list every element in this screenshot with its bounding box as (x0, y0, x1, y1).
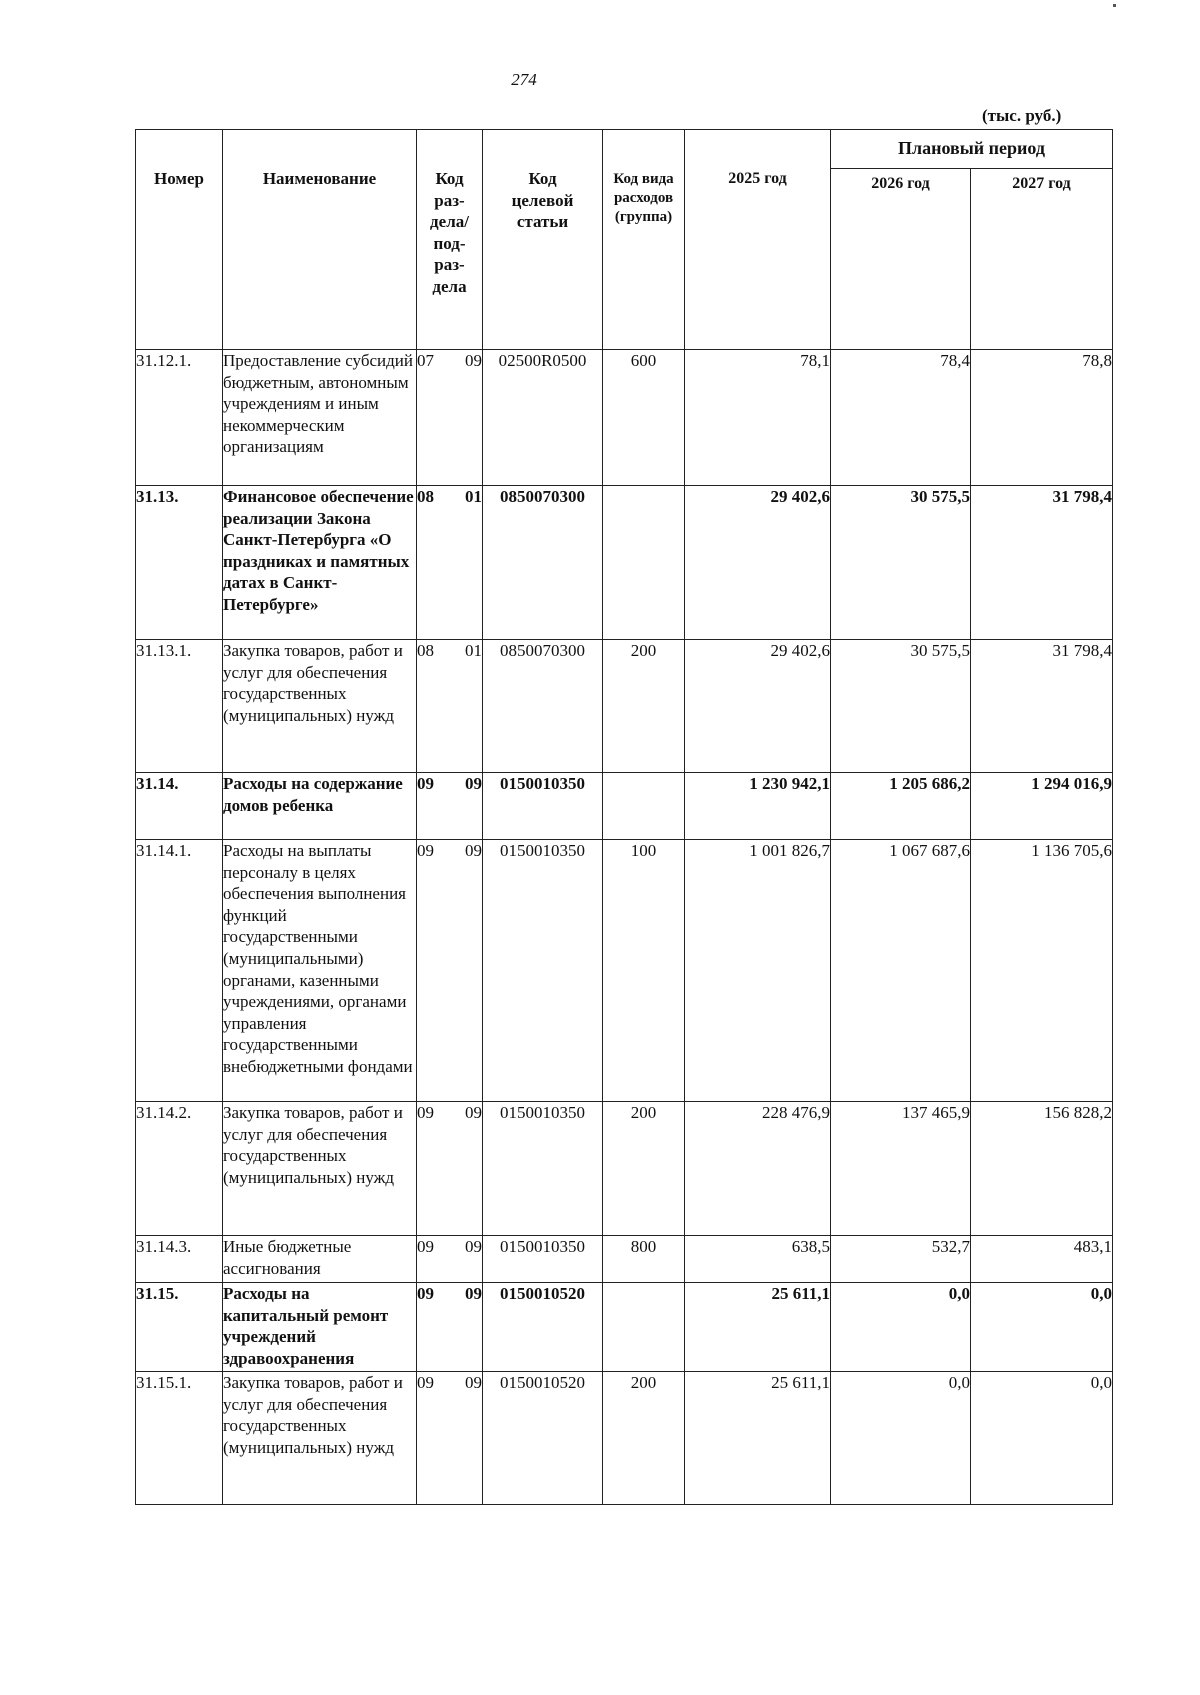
header-kvr-text: Код вида расходов (группа) (613, 171, 674, 225)
row-razdel (417, 840, 483, 1102)
row-rz: 07 (417, 351, 434, 370)
row-2025: 25 611,1 (685, 1372, 831, 1505)
row-razdel (417, 1102, 483, 1236)
row-2025: 29 402,6 (685, 640, 831, 773)
table-body (136, 350, 1113, 1505)
row-kvr: 600 (603, 350, 685, 486)
row-number: 31.14.1. (136, 840, 223, 1102)
header-csr (483, 130, 603, 350)
row-prz: 09 (465, 1373, 482, 1392)
row-rz: 09 (417, 774, 434, 793)
header-name: Наименование (223, 130, 417, 350)
row-2025: 228 476,9 (685, 1102, 831, 1236)
row-number: 31.13. (136, 486, 223, 640)
row-number: 31.14.3. (136, 1236, 223, 1283)
row-name: Расходы на капитальный ремонт учреждений здравоохранения (223, 1283, 417, 1372)
header-kvr (603, 130, 685, 350)
row-rz: 08 (417, 487, 434, 506)
row-2026: 30 575,5 (831, 486, 971, 640)
table-row (136, 486, 1113, 640)
row-prz: 09 (465, 774, 482, 793)
row-prz: 09 (465, 351, 482, 370)
row-prz: 09 (465, 841, 482, 860)
row-prz: 09 (465, 1103, 482, 1122)
row-2025: 1 001 826,7 (685, 840, 831, 1102)
row-rz: 09 (417, 841, 434, 860)
row-2027: 31 798,4 (971, 486, 1113, 640)
page-number: 274 (511, 70, 537, 89)
row-2025: 78,1 (685, 350, 831, 486)
table-row (136, 1102, 1113, 1236)
row-kvr: 800 (603, 1236, 685, 1283)
row-prz: 01 (465, 487, 482, 506)
header-2027: 2027 год (971, 169, 1113, 350)
units-label: (тыс. руб.) (982, 106, 1062, 125)
row-2026: 532,7 (831, 1236, 971, 1283)
row-name: Закупка товаров, работ и услуг для обеспечения государственных (муниципальных) нужд (223, 640, 417, 773)
row-2027: 156 828,2 (971, 1102, 1113, 1236)
row-rz: 09 (417, 1373, 434, 1392)
row-razdel (417, 486, 483, 640)
row-2025: 29 402,6 (685, 486, 831, 640)
table-row (136, 773, 1113, 840)
row-number: 31.14.2. (136, 1102, 223, 1236)
table-header (136, 130, 1113, 350)
row-prz: 09 (465, 1284, 482, 1303)
row-razdel (417, 640, 483, 773)
row-2027: 31 798,4 (971, 640, 1113, 773)
row-number: 31.15. (136, 1283, 223, 1372)
row-kvr (603, 1283, 685, 1372)
row-prz: 01 (465, 641, 482, 660)
row-csr: 0850070300 (483, 486, 603, 640)
row-kvr (603, 486, 685, 640)
row-razdel (417, 1372, 483, 1505)
header-csr-text: Код целевой статьи (511, 169, 574, 232)
row-2027: 78,8 (971, 350, 1113, 486)
row-name: Иные бюджетные ассигнования (223, 1236, 417, 1283)
row-2027: 0,0 (971, 1283, 1113, 1372)
row-2027: 0,0 (971, 1372, 1113, 1505)
row-razdel (417, 1283, 483, 1372)
row-2026: 137 465,9 (831, 1102, 971, 1236)
row-name: Закупка товаров, работ и услуг для обеспечения государственных (муниципальных) нужд (223, 1102, 417, 1236)
row-kvr: 200 (603, 1372, 685, 1505)
row-kvr: 200 (603, 1102, 685, 1236)
row-2025: 25 611,1 (685, 1283, 831, 1372)
row-csr: 0150010350 (483, 840, 603, 1102)
table-row (136, 1283, 1113, 1372)
row-csr: 0150010520 (483, 1372, 603, 1505)
row-number: 31.15.1. (136, 1372, 223, 1505)
table-row (136, 640, 1113, 773)
table-row (136, 840, 1113, 1102)
row-2026: 78,4 (831, 350, 971, 486)
row-name: Предоставление субсидий бюджетным, автономным учреждениям и иным некоммерческим организациям (223, 350, 417, 486)
row-2027: 1 294 016,9 (971, 773, 1113, 840)
row-2026: 0,0 (831, 1372, 971, 1505)
row-name: Финансовое обеспечение реализации Закона Санкт-Петербурга «О праздниках и памятных датах в Санкт-Петербурге» (223, 486, 417, 640)
row-2026: 1 205 686,2 (831, 773, 971, 840)
table-row (136, 1236, 1113, 1283)
row-rz: 09 (417, 1284, 434, 1303)
row-number: 31.12.1. (136, 350, 223, 486)
row-csr: 02500R0500 (483, 350, 603, 486)
row-name: Расходы на содержание домов ребенка (223, 773, 417, 840)
row-name: Закупка товаров, работ и услуг для обеспечения государственных (муниципальных) нужд (223, 1372, 417, 1505)
row-rz: 08 (417, 641, 434, 660)
row-csr: 0150010350 (483, 1236, 603, 1283)
row-kvr (603, 773, 685, 840)
row-2027: 1 136 705,6 (971, 840, 1113, 1102)
row-razdel (417, 350, 483, 486)
row-kvr: 100 (603, 840, 685, 1102)
header-2026: 2026 год (831, 169, 971, 350)
row-name: Расходы на выплаты персоналу в целях обеспечения выполнения функций государственными (муниципальными) органами, казенными учреждениями, органами управления государственными внебюджетными фондами (223, 840, 417, 1102)
row-rz: 09 (417, 1103, 434, 1122)
budget-table (135, 129, 1113, 1505)
row-number: 31.13.1. (136, 640, 223, 773)
row-2025: 638,5 (685, 1236, 831, 1283)
row-kvr: 200 (603, 640, 685, 773)
row-csr: 0850070300 (483, 640, 603, 773)
header-plan-period: Плановый период (831, 130, 1113, 169)
header-razdel-text: Код раз- дела/ под- раз- дела (430, 169, 469, 296)
row-prz: 09 (465, 1237, 482, 1256)
row-2027: 483,1 (971, 1236, 1113, 1283)
row-2026: 30 575,5 (831, 640, 971, 773)
row-2025: 1 230 942,1 (685, 773, 831, 840)
row-csr: 0150010520 (483, 1283, 603, 1372)
row-rz: 09 (417, 1237, 434, 1256)
row-number: 31.14. (136, 773, 223, 840)
row-csr: 0150010350 (483, 1102, 603, 1236)
row-csr: 0150010350 (483, 773, 603, 840)
scan-mark (1113, 4, 1116, 7)
header-2025: 2025 год (685, 130, 831, 350)
table-row (136, 1372, 1113, 1505)
row-razdel (417, 1236, 483, 1283)
table-row (136, 350, 1113, 486)
row-2026: 0,0 (831, 1283, 971, 1372)
row-2026: 1 067 687,6 (831, 840, 971, 1102)
row-razdel (417, 773, 483, 840)
header-razdel (417, 130, 483, 350)
header-number: Номер (136, 130, 223, 350)
